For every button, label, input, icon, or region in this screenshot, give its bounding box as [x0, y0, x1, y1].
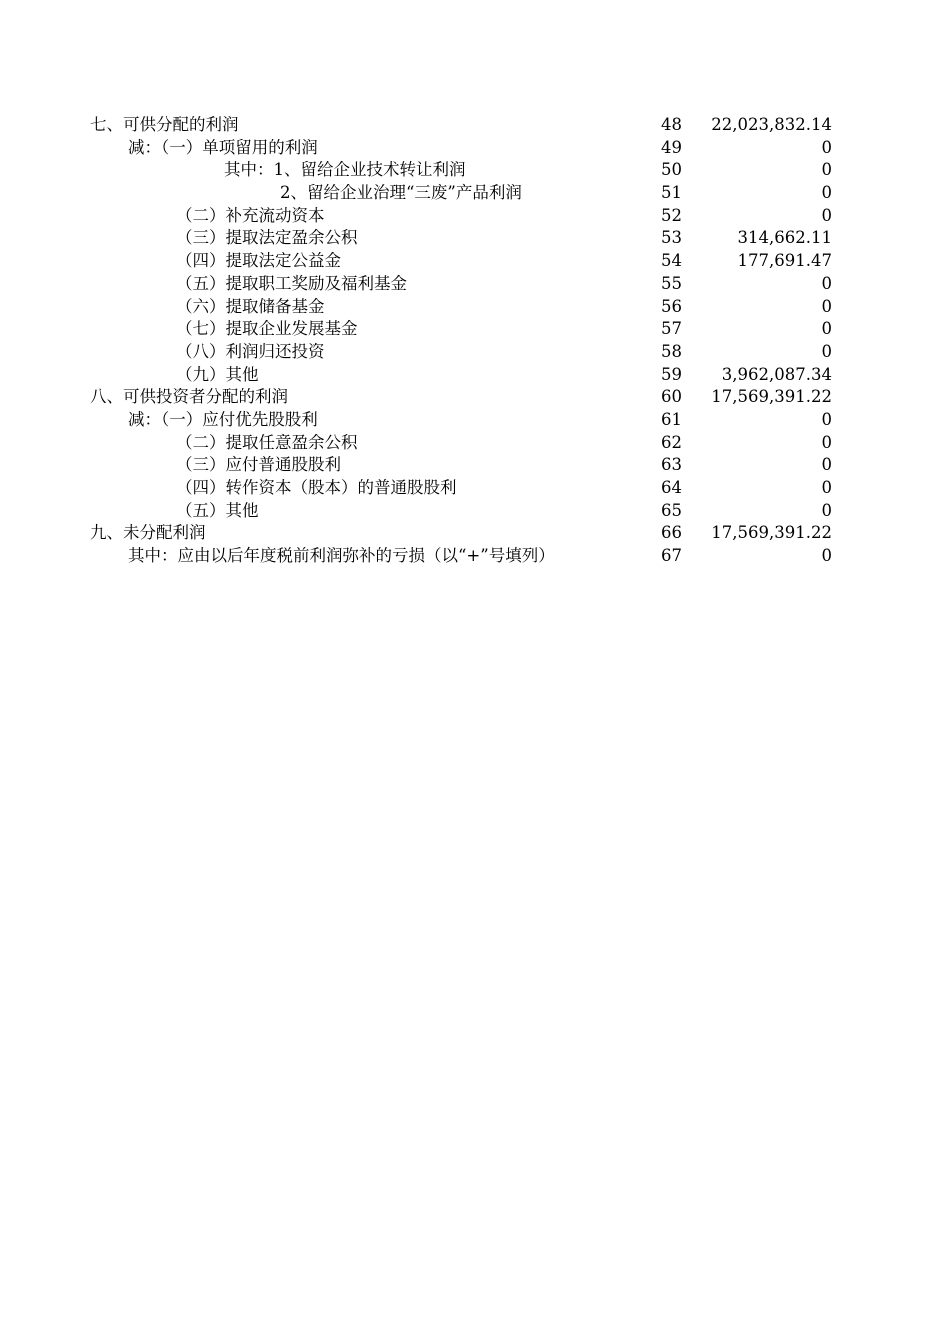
row-line-number: 56 [661, 296, 682, 316]
row-amount: 0 [821, 205, 832, 225]
table-row [0, 114, 950, 137]
row-line-number: 55 [661, 273, 682, 293]
row-label: 减：（一）单项留用的利润 [128, 137, 318, 157]
table-row [0, 182, 950, 205]
row-label: （七）提取企业发展基金 [176, 319, 358, 339]
row-amount: 22,023,832.14 [711, 115, 832, 134]
row-amount: 0 [821, 432, 832, 452]
profit-distribution-table [0, 114, 950, 568]
row-amount: 17,569,391.22 [711, 523, 832, 543]
row-label: 其中：1、留给企业技术转让利润 [224, 160, 466, 180]
row-label: （三）提取法定盈余公积 [176, 228, 358, 248]
row-line-number: 63 [661, 455, 682, 475]
row-line-number: 61 [661, 409, 682, 429]
row-label: 2、留给企业治理“三废”产品利润 [280, 183, 522, 203]
row-amount: 17,569,391.22 [711, 387, 832, 407]
row-label: （二）补充流动资本 [176, 205, 325, 225]
row-line-number: 65 [661, 500, 682, 520]
row-line-number: 49 [661, 137, 682, 157]
row-line-number: 60 [661, 387, 682, 407]
row-label: （四）提取法定公益金 [176, 251, 341, 271]
row-line-number: 48 [661, 115, 682, 134]
row-amount: 0 [821, 455, 832, 475]
row-label: （二）提取任意盈余公积 [176, 432, 358, 452]
table-row [0, 409, 950, 432]
row-line-number: 62 [661, 432, 682, 452]
table-row [0, 522, 950, 545]
row-amount: 314,662.11 [737, 228, 832, 248]
table-row [0, 250, 950, 273]
row-label: 九、未分配利润 [90, 523, 206, 543]
row-label: （六）提取储备基金 [176, 296, 325, 316]
row-amount: 0 [821, 500, 832, 520]
row-label: （九）其他 [176, 364, 259, 384]
row-amount: 177,691.47 [737, 251, 832, 271]
row-amount: 0 [821, 296, 832, 316]
row-line-number: 54 [661, 251, 682, 271]
row-line-number: 51 [661, 183, 682, 203]
row-line-number: 53 [661, 228, 682, 248]
table-row [0, 500, 950, 523]
row-label: （五）提取职工奖励及福利基金 [176, 273, 407, 293]
table-row [0, 227, 950, 250]
table-row [0, 454, 950, 477]
row-label: 八、可供投资者分配的利润 [90, 387, 288, 407]
row-line-number: 64 [661, 478, 682, 497]
row-amount: 0 [821, 546, 832, 566]
row-label: 其中：应由以后年度税前利润弥补的亏损（以“+”号填列） [128, 546, 555, 566]
table-row [0, 364, 950, 387]
row-amount: 0 [821, 183, 832, 203]
table-row [0, 545, 950, 568]
row-label: 减：（一）应付优先股股利 [128, 409, 318, 429]
row-label: （四）转作资本（股本）的普通股股利 [176, 478, 457, 497]
row-amount: 0 [821, 319, 832, 339]
row-line-number: 52 [661, 205, 682, 225]
table-row [0, 159, 950, 182]
table-row [0, 477, 950, 500]
row-label: （五）其他 [176, 500, 259, 520]
row-amount: 0 [821, 273, 832, 293]
table-row [0, 341, 950, 364]
table-row [0, 386, 950, 409]
row-amount: 3,962,087.34 [721, 364, 832, 384]
table-row [0, 273, 950, 296]
row-amount: 0 [821, 341, 832, 361]
row-line-number: 58 [661, 341, 682, 361]
row-line-number: 57 [661, 319, 682, 339]
row-line-number: 66 [661, 523, 682, 543]
table-row [0, 137, 950, 160]
row-label: 七、可供分配的利润 [90, 115, 239, 134]
row-line-number: 50 [661, 160, 682, 180]
row-line-number: 59 [661, 364, 682, 384]
table-row [0, 318, 950, 341]
row-amount: 0 [821, 478, 832, 497]
table-row [0, 205, 950, 228]
table-row [0, 296, 950, 319]
row-label: （三）应付普通股股利 [176, 455, 341, 475]
table-row [0, 432, 950, 455]
row-amount: 0 [821, 409, 832, 429]
row-amount: 0 [821, 137, 832, 157]
row-line-number: 67 [661, 546, 682, 566]
row-label: （八）利润归还投资 [176, 341, 325, 361]
row-amount: 0 [821, 160, 832, 180]
